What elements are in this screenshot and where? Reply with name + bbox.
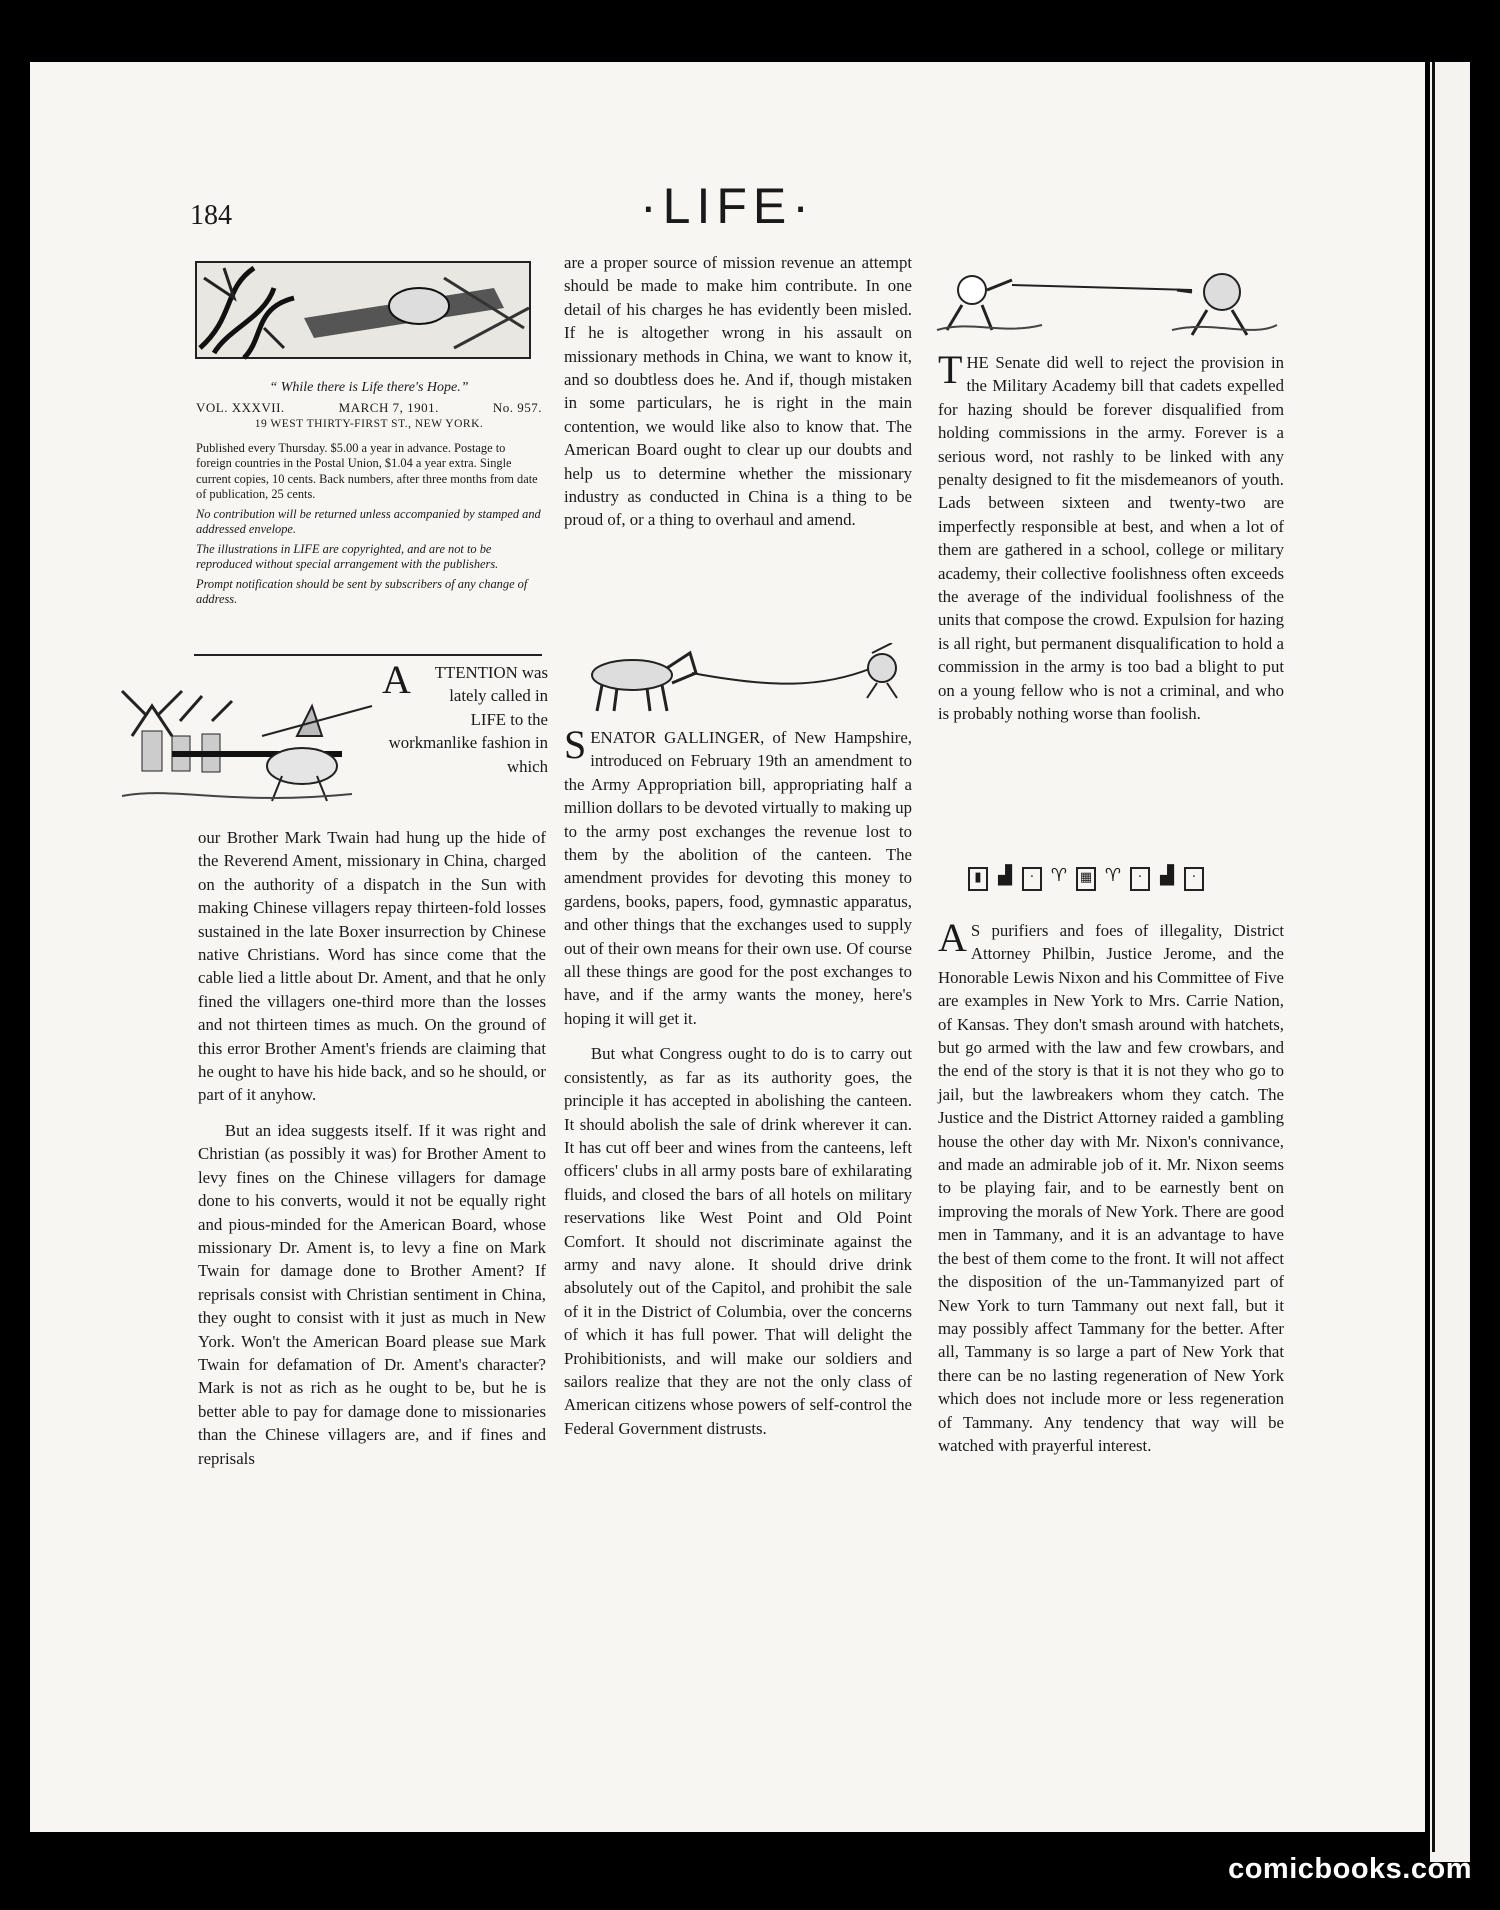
- article1-dropcap: A: [382, 657, 411, 702]
- article3-paragraph: [938, 347, 1284, 726]
- windmill-knight-illustration: [112, 676, 392, 806]
- contribution-notice: No contribution will be returned unless accompanied by stamped and addressed envelope.: [196, 506, 541, 536]
- box-icon: ·: [1130, 867, 1150, 891]
- article1-paragraph: But an idea suggests itself. If it was right and Christian (as possibly it was) for Brother Ament to levy fines on the Chinese villagers for damage done to his converts, would it not be equally right and pious-minded for the American Board, whose missionary Dr. Ament is, to levy a fine on Mark Twain for damage done to Brother Ament? If reprisals consist with Christian sentiment in China, they ought to consist with it just as much in New York. Won't the American Board please sue Mark Twain for defamation of Dr. Ament's character? Mark is not as rich as he ought to be, but he is better able to pay for damage done to missionaries than the Chinese villagers are, and if fines and reprisals: [198, 1120, 546, 1468]
- article2-dropcap: S: [564, 722, 587, 767]
- address: 19 WEST THIRTY-FIRST ST., NEW YORK.: [254, 418, 484, 430]
- article1-continuation-text: are a proper source of mission revenue an attempt should be made to make him contribute. In one detail of his charges he has evidently been misled. If he is altogether wrong in his assault on missionary methods in China, we want to know it, and so doubtless does he. And if, though mistaken in some particulars, he is right in the main contention, we would like also to know that. The American Board ought to clear up our doubts and help us to determine whether the missionary industry as conducted in China is a thing to be proud of, or a thing to overhaul and amend.: [564, 253, 912, 530]
- volume: VOL. XXXVII.: [196, 399, 285, 415]
- article2-body: [564, 722, 912, 1440]
- article3-body: [938, 347, 1284, 726]
- article2-paragraph: But what Congress ought to do is to carry out consistently, as far as its authority goes, the principle it has accepted in abolishing the canteen. It should abolish the sale of drink wherever it can. It has cut off beer and wines from the canteens, left officers' clubs in all army posts bare of exhilarating fluids, and closed the bars of all hotels on military reservations like West Point and Old Point Comfort. It should not discriminate against the army and navy alone. It should drive drink absolutely out of the Capitol, and prohibit the sale of it in the District of Columbia, over the concerns of which it has full power. That will delight the Prohibitionists, and will make our soldiers and sailors realize that they are not the only class of American citizens whose powers of self-control the Federal Government distrusts.: [564, 1044, 912, 1438]
- article3-paragraph-text: HE Senate did well to reject the provision in the Military Academy bill that cadets expelled for hazing should be forever disqualified from holding commissions in the army. Forever is a serious word, not rashly to be linked with any penalty designed to fit the misdemeanors of youth. Lads between sixteen and twenty-two are imperfectly responsible at best, and when a lot of them are gathered in a school, college or military academy, their collective foolishness often exceeds the average of the individual foolishness of the units that compose the crowd. Expulsion for hazing is all right, but permanent disqualification to hold a commission in the army is too bad a blight to put on a young fellow who is not a criminal, and who is probably nothing worse than foolish.: [938, 353, 1284, 724]
- article1-lead: [382, 657, 548, 778]
- box-icon: ·: [1184, 867, 1204, 891]
- issue-date: MARCH 7, 1901.: [338, 399, 439, 415]
- article1-body: [198, 826, 546, 1470]
- box-icon: ♈: [1104, 865, 1122, 886]
- article2-paragraph: [564, 722, 912, 1030]
- article1-paragraph: our Brother Mark Twain had hung up the hide of the Reverend Ament, missionary in China, charged on the authority of a dispatch in the Sun with making Chinese villagers repay thirteen-fold losses sustained in the late Boxer insurrection by Chinese native Christians. Word has since come that the cable lied a little about Dr. Ament, and that he only fined the villagers one-third more than the losses and not thirteen times as much. On the ground of this error Brother Ament's friends are claiming that he ought to have his hide back, and so he should, or part of it anyhow.: [198, 828, 546, 1105]
- adjacent-page-edge: [1430, 62, 1470, 1862]
- tug-of-war-illustration: [932, 260, 1282, 340]
- article4-dropcap: A: [938, 915, 967, 960]
- volume-line: [196, 400, 542, 416]
- article4-paragraph-text: S purifiers and foes of illegality, District Attorney Philbin, Justice Jerome, and the Honorable Lewis Nixon and his Committee of Five are examples in New York to Mrs. Carrie Nation, of Kansas. They don't smash around with hatchets, but go armed with the law and few crowbars, and the end of the story is that it is not they who go to jail, but the lawbreakers whom they catch. The Justice and the District Attorney raided a gambling house the other day with Mr. Nixon's connivance, and made an admirable job of it. Mr. Nixon seems to be playing fair, and to be earnestly bent on improving the morals of New York. There are good men in Tammany, and it is an advantage to have the best of them come to the front. It will not affect the disposition of the un-Tammanyized part of New York to turn Tammany out next fall, but it may possibly affect Tammany for the better. After all, Tammany is so large a part of New York that there can be no lasting regeneration of New York which does not include more or less regeneration of Tammany. Any tendency that way will be watched with prayerful interest.: [938, 921, 1284, 1455]
- article1-continuation: [564, 251, 912, 532]
- life-banner-illustration: [194, 258, 534, 366]
- article4-body: [938, 915, 1284, 1457]
- page-number: 184: [190, 200, 232, 231]
- watermark: comicbooks.com: [1228, 1853, 1472, 1885]
- page-gutter-line: [1432, 62, 1435, 1852]
- glass-icon: ♈: [1050, 865, 1068, 886]
- article1-lead-text: TTENTION was lately called in LIFE to the workmanlike fashion in which: [388, 663, 548, 776]
- masthead-title: ·LIFE·: [640, 178, 815, 234]
- bars-icon: ▟: [1160, 865, 1174, 886]
- subscription-info: Published every Thursday. $5.00 a year in advance. Postage to foreign countries in the Postal Union, $1.04 a year extra. Single current copies, 10 cents. Back numbers, after three months from date of publication, 25 cents.: [196, 440, 538, 501]
- motto: “ While there is Life there's Hope.”: [269, 380, 469, 395]
- bottle-icon: ▦: [1076, 867, 1096, 891]
- article2-paragraph-text: ENATOR GALLINGER, of New Hampshire, introduced on February 19th an amendment to the Army Appropriation bill, appropriating half a million dollars to be devoted virtually to making up to the army post exchanges the revenue lost to them by the abolition of the canteen. The amendment provides for devoting this money to gardens, books, papers, food, gymnastic apparatus, and other things that the exchanges used to supply out of their own means for their own use. Of course all these things are good for the post exchanges to have, and if the army wants the money, here's hoping it will get it.: [564, 728, 912, 1028]
- article4-paragraph: [938, 915, 1284, 1457]
- header-rule: [194, 654, 542, 656]
- article3-dropcap: T: [938, 347, 963, 392]
- publication-info: [196, 380, 542, 608]
- ornament-icon-row: [968, 867, 1204, 891]
- copyright-notice: The illustrations in LIFE are copyrighted, and are not to be reproduced without special arrangement with the publishers.: [196, 541, 499, 571]
- bars-icon: ▟: [998, 865, 1012, 886]
- box-icon: ·: [1022, 867, 1042, 891]
- bottle-icon: ▮: [968, 867, 988, 891]
- address-change-notice: Prompt notification should be sent by subscribers of any change of address.: [196, 576, 528, 606]
- donkey-illustration: [572, 643, 912, 713]
- issue-number: No. 957.: [492, 399, 542, 415]
